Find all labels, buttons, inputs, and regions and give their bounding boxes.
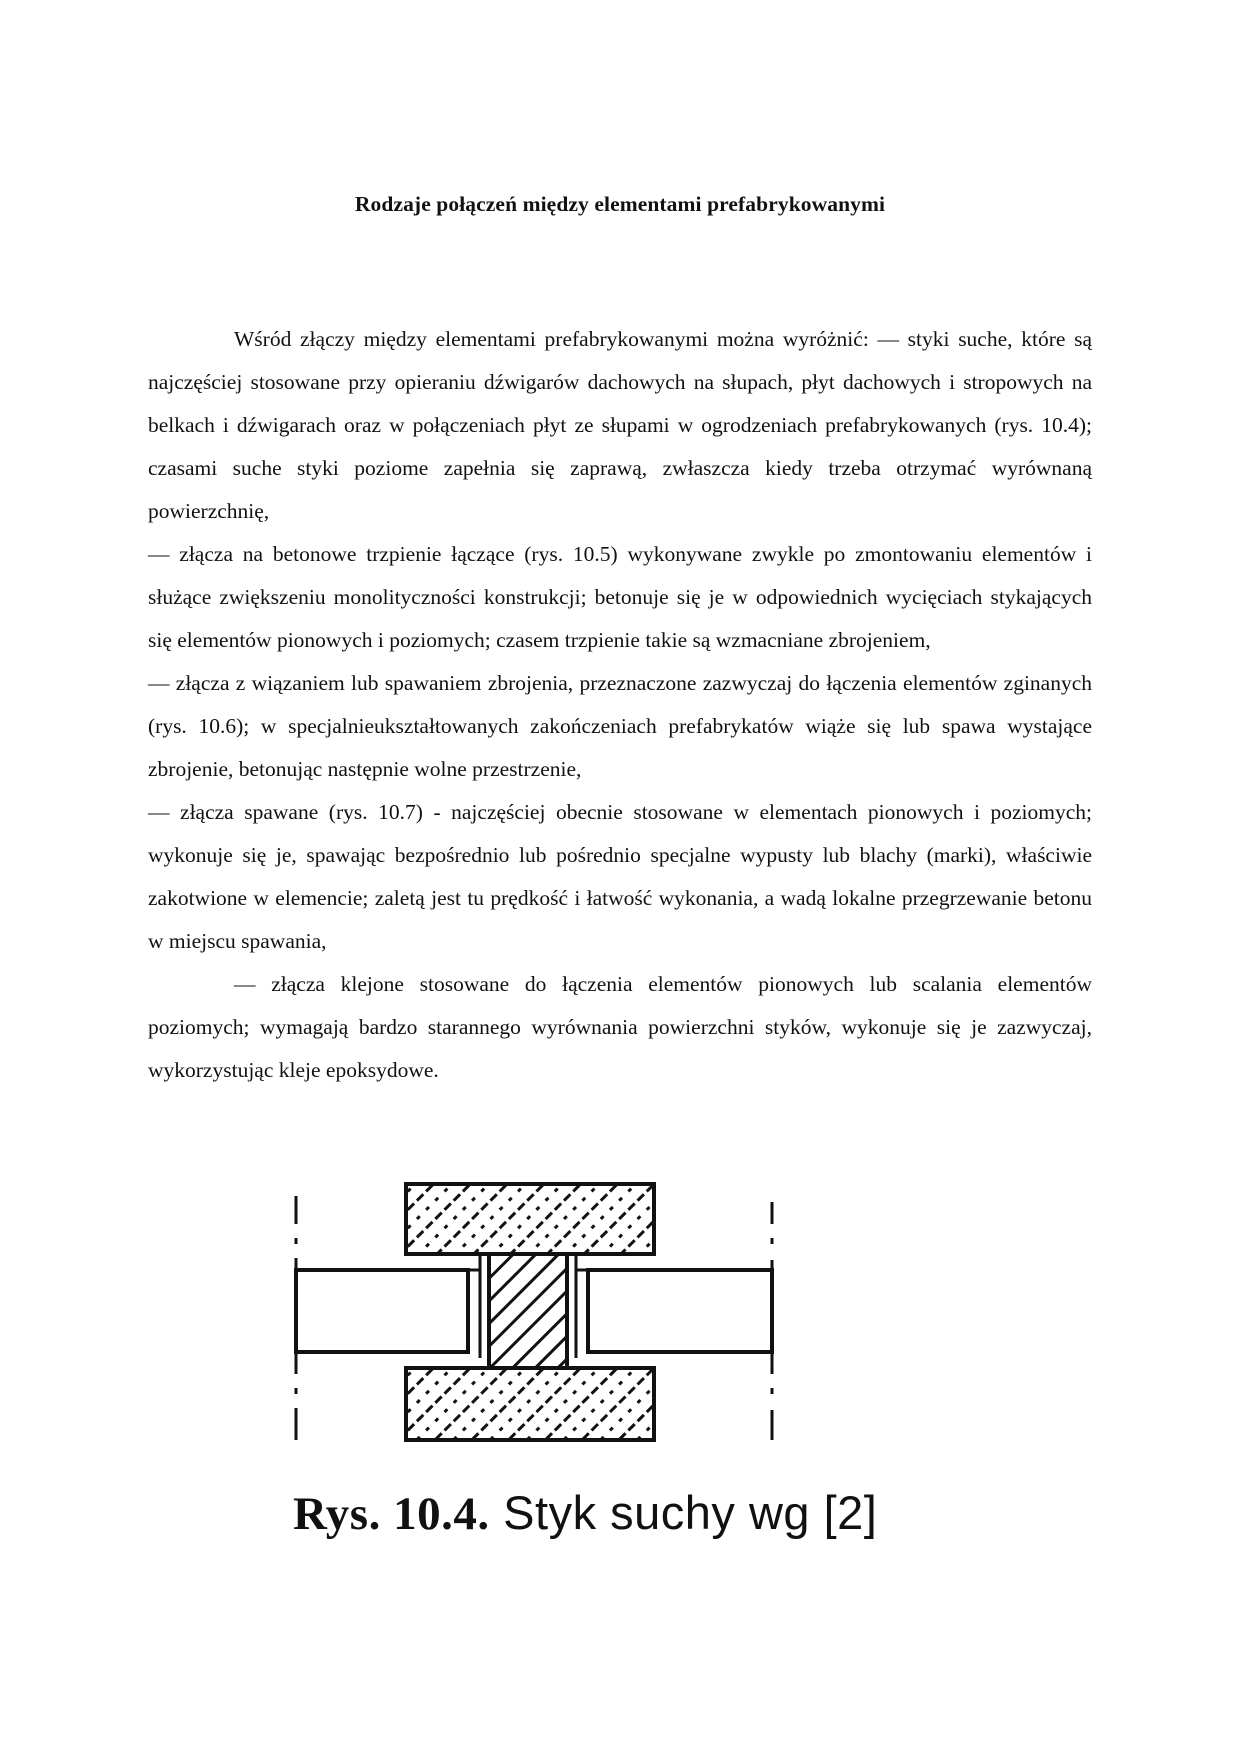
- paragraph-welded-joints: — złącza spawane (rys. 10.7) - najczęściej obecnie stosowane w elementach pionowych i poziomych; wykonuje się je, spawając bezpośrednio lub pośrednio specjalne wypusty lub blachy (marki), właściwie zakotwione w elemencie; zaletą jest tu prędkość i łatwość wykonania, a wadą lokalne przegrzewanie betonu w miejscu spawania,: [148, 800, 1092, 953]
- left-slab: [296, 1270, 468, 1352]
- paragraph-intro-dry-joints: Wśród złączy między elementami prefabrykowanymi można wyróżnić: — styki suche, które są najczęściej stosowane przy opieraniu dźwigarów dachowych na słupach, płyt dachowych i stropowych na belkach i dźwigarach oraz w połączeniach płyt ze słupami w ogrodzeniach prefabrykowanych (rys. 10.4); czasami suche styki poziome zapełnia się zaprawą, zwłaszcza kiedy trzeba otrzymać wyrównaną powierzchnię,: [148, 327, 1092, 523]
- top-beam: [406, 1184, 654, 1254]
- figure-caption: [293, 1485, 877, 1541]
- bottom-beam: [406, 1368, 654, 1440]
- paragraph-glued-joints: — złącza klejone stosowane do łączenia elementów pionowych lub scalania elementów poziomych; wymagają bardzo starannego wyrównania powierzchni styków, wykonuje się je zazwyczaj, wykorzystując kleje epoksydowe.: [148, 972, 1092, 1082]
- dry-joint-figure: [284, 1178, 784, 1450]
- figure-caption-label: Rys. 10.4.: [293, 1488, 490, 1540]
- document-body: [148, 318, 1092, 1092]
- paragraph-rebar-joints: — złącza z wiązaniem lub spawaniem zbrojenia, przeznaczone zazwyczaj do łączenia elementów zginanych (rys. 10.6); w specjalnieukształtowanych zakończeniach prefabrykatów wiąże się lub spawa wystające zbrojenie, betonując następnie wolne przestrzenie,: [148, 671, 1092, 781]
- column-web: [489, 1252, 567, 1370]
- right-slab: [588, 1270, 772, 1352]
- figure-caption-text: Styk suchy wg [2]: [503, 1486, 878, 1539]
- document-title: Rodzaje połączeń między elementami prefabrykowanymi: [354, 192, 886, 216]
- paragraph-dowel-joints: — złącza na betonowe trzpienie łączące (rys. 10.5) wykonywane zwykle po zmontowaniu elementów i służące zwiększeniu monolityczności konstrukcji; betonuje się je w odpowiednich wycięciach stykających się elementów pionowych i poziomych; czasem trzpienie takie są wzmacniane zbrojeniem,: [148, 542, 1092, 652]
